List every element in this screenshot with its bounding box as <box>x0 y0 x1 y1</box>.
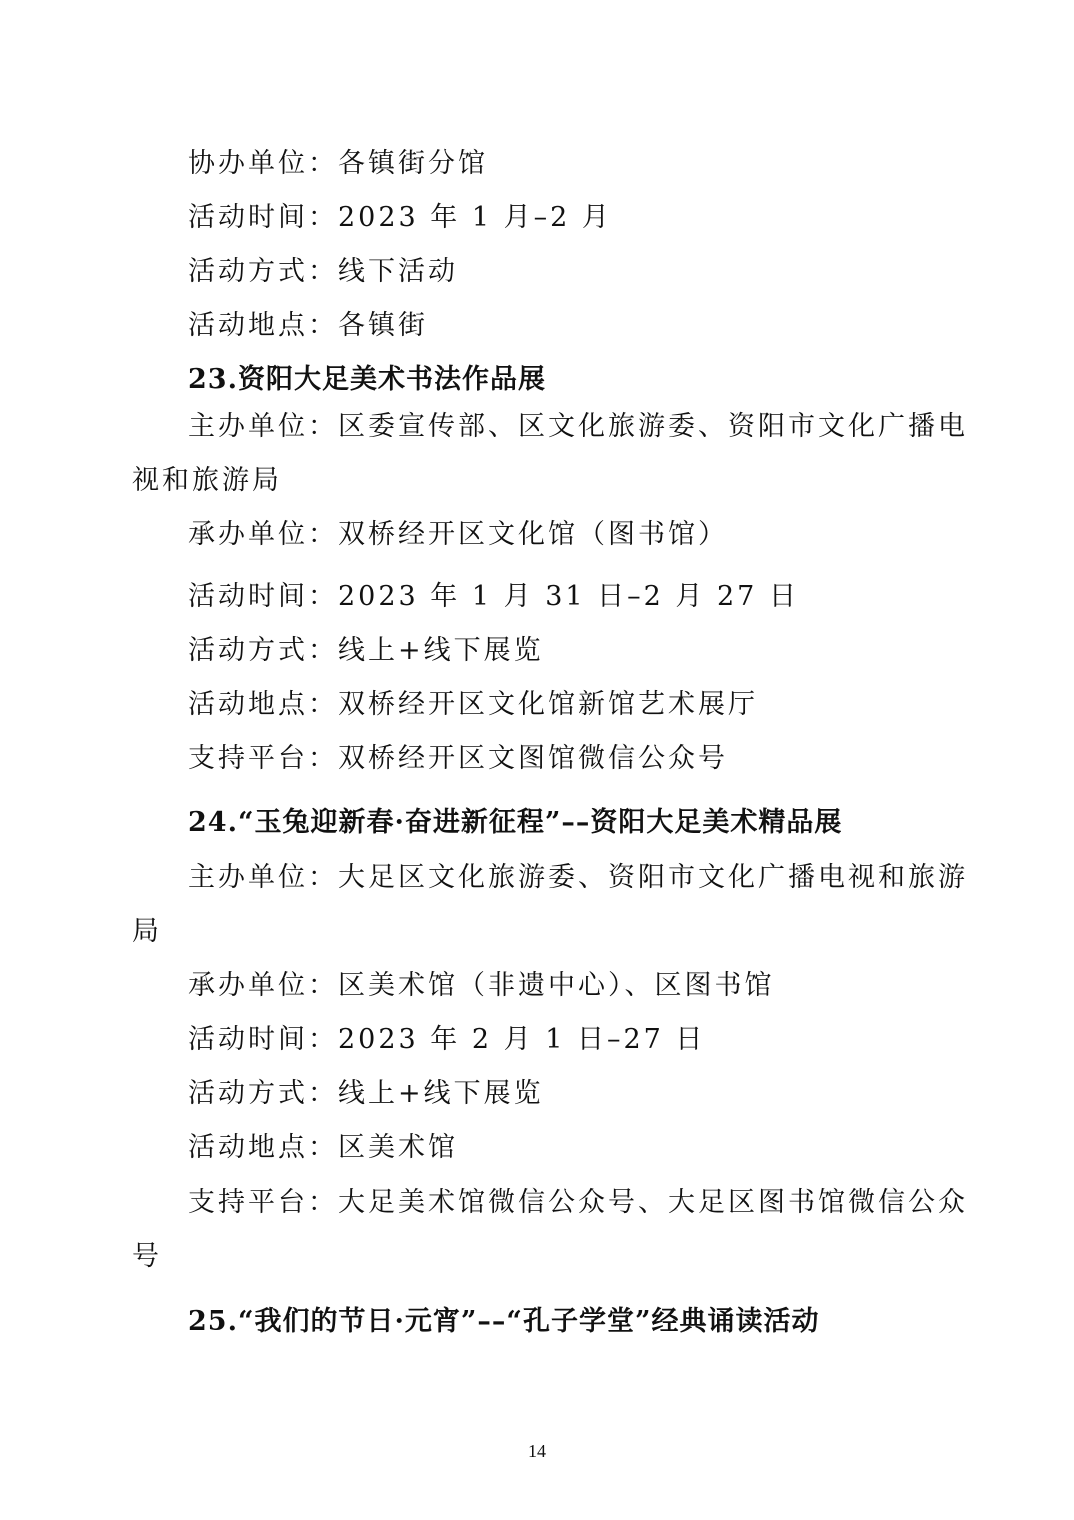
section-heading-24: 24.“玉兔迎新春·奋进新征程”––资阳大足美术精品展 <box>188 807 843 838</box>
organizer-line: 承办单位：区美术馆（非遗中心）、区图书馆 <box>188 970 775 1001</box>
activity-location-line: 活动地点：双桥经开区文化馆新馆艺术展厅 <box>188 689 758 720</box>
support-platform-line: 支持平台：大足美术馆微信公众号、大足区图书馆微信公众 <box>188 1187 968 1218</box>
co-organizer-line: 协办单位：各镇街分馆 <box>188 148 488 179</box>
activity-method-line: 活动方式：线上+线下展览 <box>188 635 544 666</box>
section-heading-23: 23.资阳大足美术书法作品展 <box>188 364 546 395</box>
host-line: 主办单位：大足区文化旅游委、资阳市文化广播电视和旅游 <box>188 862 968 893</box>
activity-time-line: 活动时间：2023 年 1 月 31 日–2 月 27 日 <box>188 581 799 612</box>
support-platform-line-continuation: 号 <box>132 1241 162 1272</box>
activity-location-line: 活动地点：区美术馆 <box>188 1132 458 1163</box>
activity-location-line: 活动地点：各镇街 <box>188 310 428 341</box>
section-heading-25: 25.“我们的节日·元宵”––“孔子学堂”经典诵读活动 <box>188 1306 820 1337</box>
activity-time-line: 活动时间：2023 年 1 月–2 月 <box>188 202 612 233</box>
organizer-line: 承办单位：双桥经开区文化馆（图书馆） <box>188 519 728 550</box>
activity-time-line: 活动时间：2023 年 2 月 1 日–27 日 <box>188 1024 706 1055</box>
activity-method-line: 活动方式：线下活动 <box>188 256 458 287</box>
host-line-continuation: 视和旅游局 <box>132 465 282 496</box>
host-line: 主办单位：区委宣传部、区文化旅游委、资阳市文化广播电 <box>188 411 968 442</box>
page-number: 14 <box>528 1441 546 1461</box>
activity-method-line: 活动方式：线上+线下展览 <box>188 1078 544 1109</box>
support-platform-line: 支持平台：双桥经开区文图馆微信公众号 <box>188 743 728 774</box>
host-line-continuation: 局 <box>132 916 162 947</box>
